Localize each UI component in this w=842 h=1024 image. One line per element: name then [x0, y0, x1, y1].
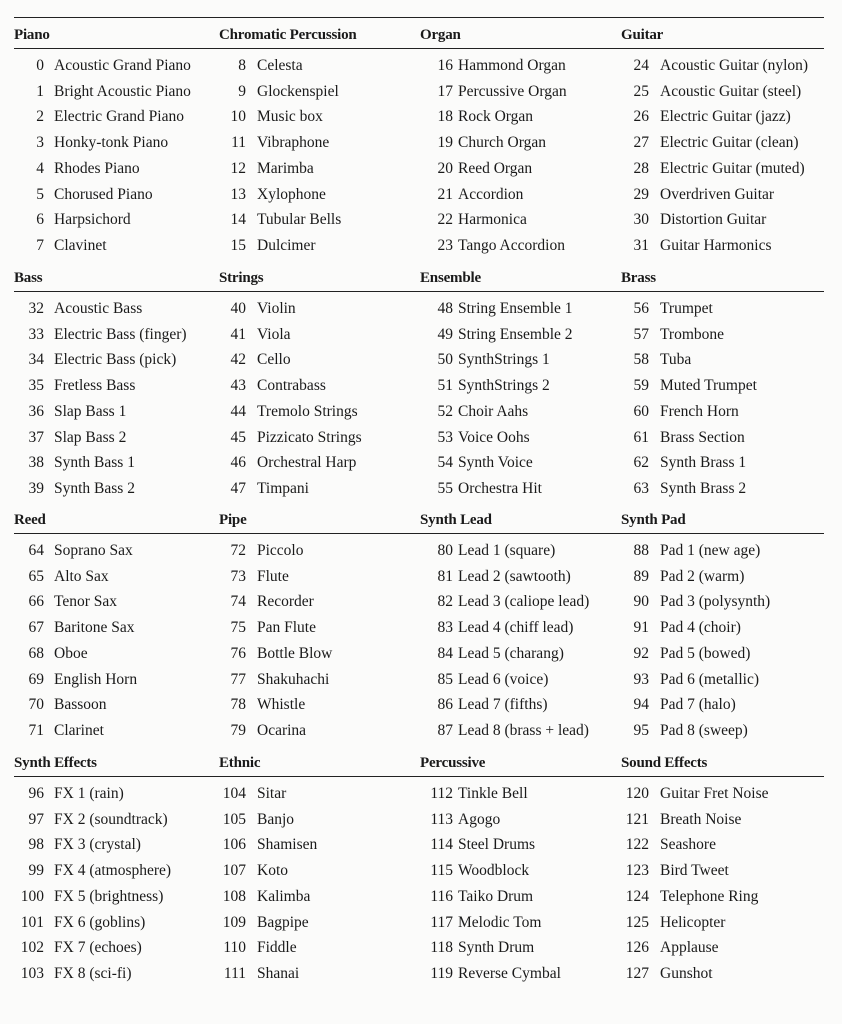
instrument-name: Tenor Sax: [54, 593, 118, 611]
program-number: 121: [625, 810, 649, 828]
instrument-name: Telephone Ring: [660, 887, 759, 905]
program-number: 7: [36, 236, 44, 254]
program-number: 76: [230, 644, 246, 662]
program-number: 36: [28, 402, 44, 420]
instrument-name: Breath Noise: [660, 810, 742, 828]
program-number: 21: [437, 185, 453, 203]
instrument-name: Slap Bass 2: [54, 428, 127, 446]
instrument-name: Dulcimer: [257, 236, 316, 254]
instrument-name: Electric Guitar (jazz): [660, 108, 791, 126]
program-number: 14: [230, 211, 246, 229]
program-number: 42: [230, 351, 246, 369]
instrument-name: Tremolo Strings: [257, 402, 358, 420]
program-number: 92: [633, 644, 649, 662]
program-number: 119: [430, 964, 453, 982]
instrument-name: Synth Bass 1: [54, 454, 135, 472]
instrument-name: Woodblock: [458, 862, 530, 880]
instrument-name: Electric Bass (finger): [54, 325, 187, 343]
group-header-row: [14, 503, 824, 534]
instrument-name: Taiko Drum: [458, 887, 534, 905]
program-number: 43: [230, 377, 246, 395]
instrument-name: Chorused Piano: [54, 185, 153, 203]
program-number: 40: [230, 300, 246, 317]
program-number: 112: [430, 785, 453, 802]
program-number: 85: [437, 670, 453, 688]
program-number: 8: [238, 57, 246, 74]
program-number: 16: [437, 57, 453, 74]
program-number: 31: [633, 236, 649, 254]
instrument-name: Acoustic Guitar (steel): [660, 82, 802, 100]
instrument-name: Brass Section: [660, 428, 745, 446]
program-number: 90: [633, 593, 649, 611]
program-number: 6: [36, 211, 44, 229]
program-number: 120: [625, 785, 649, 802]
program-number: 58: [633, 351, 649, 369]
program-number: 94: [633, 696, 649, 714]
program-number: 126: [625, 939, 649, 957]
program-number: 4: [36, 159, 44, 177]
program-number: 15: [230, 236, 246, 254]
program-number: 91: [633, 619, 649, 637]
instrument-name: Contrabass: [257, 377, 326, 395]
program-number: 23: [437, 236, 453, 254]
instrument-name: Honky-tonk Piano: [54, 134, 169, 152]
program-number: 12: [230, 159, 246, 177]
instrument-name: Church Organ: [458, 134, 546, 152]
program-number: 89: [633, 567, 649, 585]
instrument-name: Shamisen: [257, 836, 318, 854]
instrument-name: Pad 2 (warm): [660, 567, 745, 585]
instrument-name: Pad 3 (polysynth): [660, 593, 771, 611]
program-number: 3: [36, 134, 44, 152]
program-number: 111: [223, 964, 246, 982]
instrument-name: Soprano Sax: [54, 542, 133, 559]
program-number: 26: [633, 108, 649, 126]
program-number: 65: [28, 567, 44, 585]
group-header-row: [14, 18, 824, 49]
instrument-name: SynthStrings 2: [458, 377, 550, 395]
instrument-name: Orchestra Hit: [458, 479, 542, 497]
program-number: 79: [230, 721, 246, 739]
program-number: 13: [230, 185, 246, 203]
program-number: 103: [20, 964, 44, 982]
instrument-name: Piccolo: [257, 542, 304, 559]
instrument-name: Recorder: [257, 593, 314, 611]
category-heading: Synth Pad: [621, 512, 686, 528]
instrument-name: English Horn: [54, 670, 138, 688]
program-number: 27: [633, 134, 649, 152]
instrument-name: Fiddle: [257, 939, 297, 957]
category-heading: Percussive: [420, 755, 486, 771]
instrument-name: Flute: [257, 567, 289, 585]
instrument-name: FX 8 (sci-fi): [54, 964, 132, 982]
instrument-name: Bottle Blow: [257, 644, 333, 662]
instrument-name: Pad 1 (new age): [660, 542, 761, 559]
program-number: 71: [28, 721, 44, 739]
program-number: 101: [20, 913, 44, 931]
instrument-name: Helicopter: [660, 913, 726, 931]
instrument-name: Marimba: [257, 159, 314, 177]
program-number: 109: [222, 913, 246, 931]
program-number: 83: [437, 619, 453, 637]
instrument-name: Clarinet: [54, 721, 104, 739]
instrument-name: Tango Accordion: [458, 236, 565, 254]
instrument-name: Acoustic Guitar (nylon): [660, 57, 809, 74]
instrument-name: Steel Drums: [458, 836, 536, 854]
instrument-name: Pad 6 (metallic): [660, 670, 759, 688]
program-number: 106: [222, 836, 246, 854]
instrument-name: Bird Tweet: [660, 862, 729, 880]
instrument-name: Baritone Sax: [54, 619, 135, 637]
instrument-name: Pan Flute: [257, 619, 316, 637]
program-number: 29: [633, 185, 649, 203]
instrument-name: FX 4 (atmosphere): [54, 862, 172, 880]
program-number: 10: [230, 108, 246, 126]
instrument-name: Koto: [257, 862, 288, 880]
program-number: 114: [430, 836, 453, 854]
program-number: 46: [230, 454, 246, 472]
instrument-name: Electric Bass (pick): [54, 351, 177, 369]
instrument-name: Pizzicato Strings: [257, 428, 362, 446]
instrument-name: String Ensemble 1: [458, 300, 573, 317]
instrument-name: Bagpipe: [257, 913, 309, 931]
instrument-name: Tinkle Bell: [458, 785, 528, 802]
instrument-name: Banjo: [257, 810, 295, 828]
program-number: 1: [36, 82, 44, 100]
program-number: 127: [625, 964, 649, 982]
category-heading: Piano: [14, 27, 50, 43]
program-number: 20: [437, 159, 453, 177]
instrument-name: Seashore: [660, 836, 716, 854]
instrument-name: Bassoon: [54, 696, 107, 714]
instrument-name: Synth Bass 2: [54, 479, 135, 497]
program-number: 99: [28, 862, 44, 880]
instrument-name: Lead 1 (square): [458, 542, 556, 559]
instrument-name: Lead 4 (chiff lead): [458, 619, 574, 637]
instrument-name: Synth Drum: [458, 939, 535, 957]
program-number: 68: [28, 644, 44, 662]
instrument-name: Voice Oohs: [458, 428, 530, 446]
program-number: 48: [437, 300, 453, 317]
program-number: 38: [28, 454, 44, 472]
instrument-name: Acoustic Grand Piano: [54, 57, 191, 74]
instrument-name: Glockenspiel: [257, 82, 339, 100]
program-number: 45: [230, 428, 246, 446]
category-heading: Bass: [14, 270, 43, 286]
instrument-name: Sitar: [257, 785, 287, 802]
program-number: 86: [437, 696, 453, 714]
instrument-name: Harmonica: [458, 211, 527, 229]
program-number: 56: [633, 300, 649, 317]
program-number: 2: [36, 108, 44, 126]
instrument-name: Oboe: [54, 644, 88, 662]
instrument-name: Orchestral Harp: [257, 454, 357, 472]
program-number: 25: [633, 82, 649, 100]
instrument-name: Overdriven Guitar: [660, 185, 775, 203]
instrument-name: Pad 7 (halo): [660, 696, 736, 714]
category-heading: Synth Lead: [420, 512, 492, 528]
instrument-name: Reed Organ: [458, 159, 533, 177]
instrument-name: SynthStrings 1: [458, 351, 550, 369]
group-header-row: [14, 261, 824, 292]
program-number: 18: [437, 108, 453, 126]
program-number: 93: [633, 670, 649, 688]
category-heading: Ethnic: [219, 755, 261, 771]
program-number: 52: [437, 402, 453, 420]
instrument-name: Hammond Organ: [458, 57, 566, 74]
program-number: 88: [633, 542, 649, 559]
program-number: 24: [633, 57, 649, 74]
program-number: 30: [633, 211, 649, 229]
instrument-name: Clavinet: [54, 236, 107, 254]
category-heading: Reed: [14, 512, 46, 528]
program-number: 97: [28, 810, 44, 828]
instrument-name: Rhodes Piano: [54, 159, 140, 177]
instrument-name: Guitar Fret Noise: [660, 785, 769, 802]
instrument-name: Synth Brass 2: [660, 479, 747, 497]
instrument-name: Slap Bass 1: [54, 402, 127, 420]
instrument-name: Melodic Tom: [458, 913, 542, 931]
program-number: 19: [437, 134, 453, 152]
instrument-name: Synth Brass 1: [660, 454, 747, 472]
program-number: 44: [230, 402, 246, 420]
program-number: 22: [437, 211, 453, 229]
instrument-name: Lead 6 (voice): [458, 670, 549, 688]
instrument-name: Pad 4 (choir): [660, 619, 741, 637]
group-header-row: [14, 746, 824, 777]
instrument-name: Alto Sax: [54, 567, 109, 585]
instrument-name: FX 6 (goblins): [54, 913, 146, 931]
instrument-name: Accordion: [458, 185, 524, 203]
instrument-name: Acoustic Bass: [54, 300, 143, 317]
program-number: 47: [230, 479, 246, 497]
program-number: 102: [20, 939, 44, 957]
instrument-name: Agogo: [458, 810, 501, 828]
program-number: 39: [28, 479, 44, 497]
program-number: 116: [430, 887, 453, 905]
instrument-name: Pad 5 (bowed): [660, 644, 751, 662]
program-number: 54: [437, 454, 453, 472]
program-number: 81: [437, 567, 453, 585]
instrument-name: Trombone: [660, 325, 725, 343]
program-number: 32: [28, 300, 44, 317]
program-number: 28: [633, 159, 649, 177]
instrument-name: Fretless Bass: [54, 377, 136, 395]
category-heading: Organ: [420, 27, 461, 43]
instrument-name: Shanai: [257, 964, 300, 982]
instrument-name: FX 5 (brightness): [54, 887, 164, 905]
instrument-name: Pad 8 (sweep): [660, 721, 748, 739]
instrument-name: Shakuhachi: [257, 670, 330, 688]
program-number: 63: [633, 479, 649, 497]
program-number: 69: [28, 670, 44, 688]
program-number: 123: [625, 862, 649, 880]
instrument-name: French Horn: [660, 402, 739, 420]
program-number: 60: [633, 402, 649, 420]
instrument-name: Electric Grand Piano: [54, 108, 184, 126]
program-number: 84: [437, 644, 453, 662]
program-number: 51: [437, 377, 453, 395]
instrument-name: Xylophone: [257, 185, 326, 203]
category-heading: Synth Effects: [14, 755, 97, 771]
program-number: 5: [36, 185, 44, 203]
instrument-name: Lead 2 (sawtooth): [458, 567, 571, 585]
program-number: 37: [28, 428, 44, 446]
instrument-name: FX 3 (crystal): [54, 836, 141, 854]
program-number: 11: [231, 134, 246, 152]
instrument-name: Bright Acoustic Piano: [54, 82, 191, 100]
program-number: 117: [430, 913, 453, 931]
instrument-name: Lead 7 (fifths): [458, 696, 548, 714]
category-heading: Sound Effects: [621, 755, 708, 771]
instrument-name: Muted Trumpet: [660, 377, 757, 395]
program-number: 107: [222, 862, 246, 880]
program-number: 17: [437, 82, 453, 100]
program-number: 35: [28, 377, 44, 395]
program-number: 80: [437, 542, 453, 559]
instrument-name: Kalimba: [257, 887, 311, 905]
program-number: 41: [230, 325, 246, 343]
program-number: 72: [230, 542, 246, 559]
program-number: 50: [437, 351, 453, 369]
instrument-name: Tubular Bells: [257, 211, 342, 229]
instrument-name: Cello: [257, 351, 291, 369]
instrument-name: FX 1 (rain): [54, 785, 124, 802]
instrument-name: Tuba: [660, 351, 692, 369]
program-number: 55: [437, 479, 453, 497]
category-heading: Strings: [219, 270, 264, 286]
instrument-name: Guitar Harmonics: [660, 236, 772, 254]
instrument-name: Ocarina: [257, 721, 307, 739]
instrument-name: Harpsichord: [54, 211, 131, 229]
program-number: 82: [437, 593, 453, 611]
program-number: 59: [633, 377, 649, 395]
program-number: 110: [223, 939, 246, 957]
program-number: 62: [633, 454, 649, 472]
program-number: 113: [430, 810, 453, 828]
category-heading: Guitar: [621, 27, 664, 43]
program-number: 66: [28, 593, 44, 611]
program-number: 33: [28, 325, 44, 343]
program-number: 75: [230, 619, 246, 637]
program-number: 122: [625, 836, 649, 854]
program-number: 77: [230, 670, 246, 688]
program-number: 118: [430, 939, 453, 957]
instrument-name: Lead 3 (caliope lead): [458, 593, 590, 611]
program-number: 125: [625, 913, 649, 931]
program-number: 53: [437, 428, 453, 446]
program-number: 78: [230, 696, 246, 714]
program-number: 115: [430, 862, 453, 880]
category-heading: Ensemble: [420, 270, 481, 286]
program-number: 98: [28, 836, 44, 854]
program-number: 74: [230, 593, 246, 611]
category-heading: Pipe: [219, 512, 247, 528]
instrument-name: Vibraphone: [257, 134, 330, 152]
program-number: 87: [437, 721, 453, 739]
instrument-name: Trumpet: [660, 300, 713, 317]
program-number: 34: [28, 351, 44, 369]
instrument-name: Applause: [660, 939, 719, 957]
instrument-name: Electric Guitar (muted): [660, 159, 805, 177]
instrument-name: FX 7 (echoes): [54, 939, 142, 957]
program-number: 70: [28, 696, 44, 714]
instrument-name: Celesta: [257, 57, 303, 74]
program-number: 108: [222, 887, 246, 905]
instrument-name: Music box: [257, 108, 323, 126]
program-number: 105: [222, 810, 246, 828]
program-number: 67: [28, 619, 44, 637]
instrument-name: Violin: [257, 300, 296, 317]
instrument-name: Synth Voice: [458, 454, 533, 472]
instrument-name: Gunshot: [660, 964, 713, 982]
instrument-name: String Ensemble 2: [458, 325, 573, 343]
instrument-name: Viola: [257, 325, 291, 343]
program-number: 61: [633, 428, 649, 446]
program-number: 0: [36, 57, 44, 74]
program-number: 124: [625, 887, 649, 905]
program-number: 64: [28, 542, 44, 559]
program-number: 9: [238, 82, 246, 100]
instrument-name: Lead 8 (brass + lead): [458, 721, 589, 739]
category-heading: Brass: [621, 270, 656, 286]
instrument-table: [14, 0, 824, 1024]
instrument-name: FX 2 (soundtrack): [54, 810, 168, 828]
program-number: 95: [633, 721, 649, 739]
category-heading: Chromatic Percussion: [219, 27, 357, 43]
instrument-name: Electric Guitar (clean): [660, 134, 799, 152]
instrument-name: Timpani: [257, 479, 309, 497]
program-number: 73: [230, 567, 246, 585]
program-number: 57: [633, 325, 649, 343]
instrument-name: Percussive Organ: [458, 82, 567, 100]
instrument-name: Reverse Cymbal: [458, 964, 561, 982]
program-number: 104: [222, 785, 246, 802]
instrument-name: Choir Aahs: [458, 402, 529, 420]
instrument-name: Rock Organ: [458, 108, 534, 126]
program-number: 96: [28, 785, 44, 802]
instrument-name: Distortion Guitar: [660, 211, 767, 229]
instrument-name: Lead 5 (charang): [458, 644, 564, 662]
program-number: 100: [20, 887, 44, 905]
instrument-name: Whistle: [257, 696, 306, 714]
program-number: 49: [437, 325, 453, 343]
